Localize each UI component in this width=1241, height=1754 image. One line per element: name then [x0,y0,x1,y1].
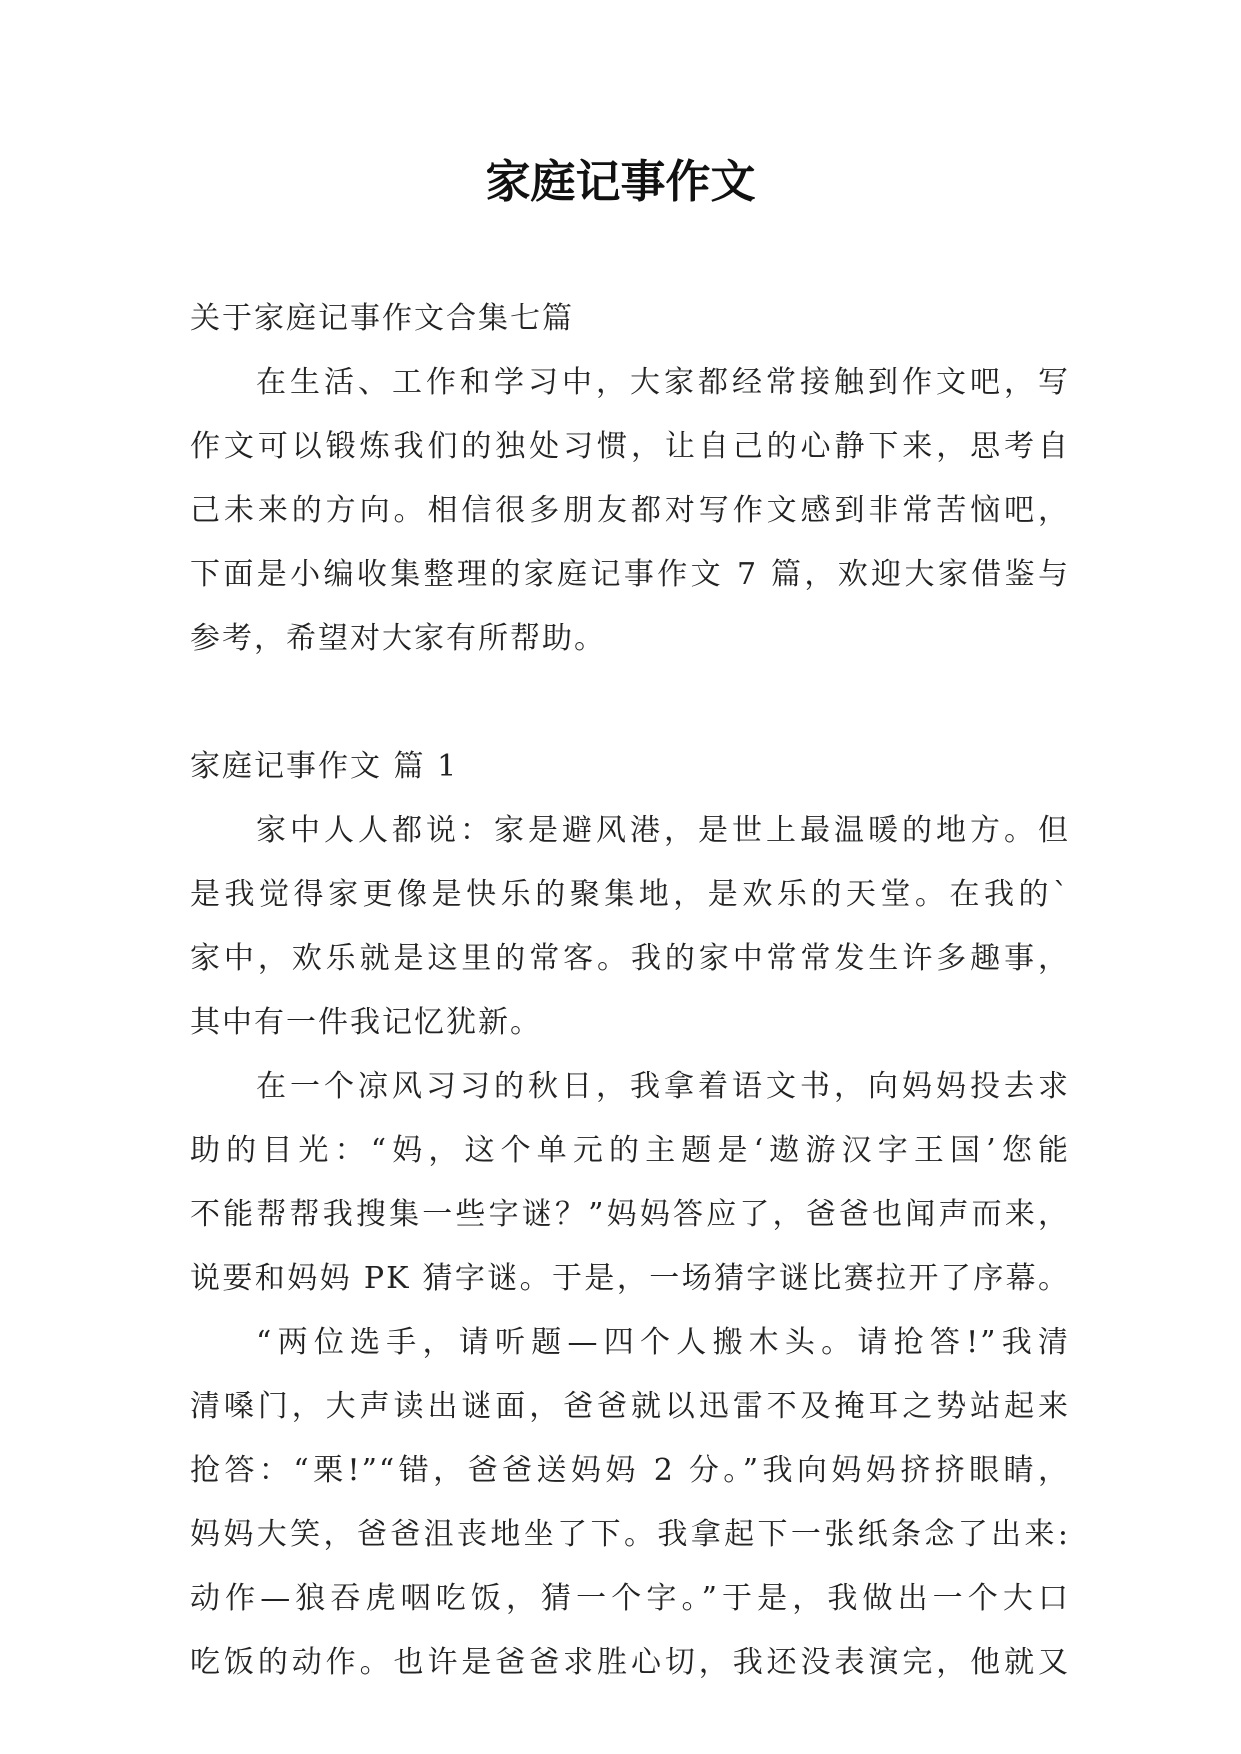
paragraph-line: 在一个凉风习习的秋日，我拿着语文书，向妈妈投去求 [256,1069,1070,1104]
document-body [190,287,1070,1695]
document-title: 家庭记事作文 [485,155,756,208]
paragraph-line: 参考，希望对大家有所帮助。 [190,621,606,656]
paragraph-line: 是我觉得家更像是快乐的聚集地，是欢乐的天堂。在我的` [190,877,1070,912]
paragraph-line: 其中有一件我记忆犹新。 [190,1005,542,1040]
body-paragraph-2 [190,1055,1070,1311]
paragraph-line: 己未来的方向。相信很多朋友都对写作文感到非常苦恼吧， [190,493,1070,528]
paragraph-line: 说要和妈妈 PK 猜字谜。于是，一场猜字谜比赛拉开了序幕。 [190,1261,1070,1296]
intro-heading: 关于家庭记事作文合集七篇 [190,301,574,336]
body-paragraph-1 [190,799,1070,1055]
section-heading: 家庭记事作文 篇 1 [190,749,459,784]
paragraph-line: 动作—狼吞虎咽吃饭，猜一个字。”于是，我做出一个大口 [190,1581,1070,1616]
body-paragraph-3 [190,1311,1070,1695]
paragraph-line: 吃饭的动作。也许是爸爸求胜心切，我还没表演完，他就又 [190,1645,1070,1680]
paragraph-line: 作文可以锻炼我们的独处习惯，让自己的心静下来，思考自 [190,429,1070,464]
paragraph-line: 下面是小编收集整理的家庭记事作文 7 篇，欢迎大家借鉴与 [190,557,1070,592]
paragraph-line: 助的目光：“妈，这个单元的主题是‘遨游汉字王国’您能 [190,1133,1070,1168]
paragraph-line: 家中人人都说：家是避风港，是世上最温暖的地方。但 [256,813,1070,848]
paragraph-line: 家中，欢乐就是这里的常客。我的家中常常发生许多趣事， [190,941,1070,976]
paragraph-line: 抢答：“栗!”“错，爸爸送妈妈 2 分。”我向妈妈挤挤眼睛， [190,1453,1070,1488]
intro-paragraph [190,351,1070,671]
paragraph-line: 清嗓门，大声读出谜面，爸爸就以迅雷不及掩耳之势站起来 [190,1389,1070,1424]
paragraph-line: “两位选手，请听题—四个人搬木头。请抢答!”我清 [256,1325,1070,1360]
paragraph-line: 不能帮帮我搜集一些字谜？”妈妈答应了，爸爸也闻声而来， [190,1197,1070,1232]
paragraph-line: 在生活、工作和学习中，大家都经常接触到作文吧，写 [256,365,1070,400]
section-spacer [190,671,1070,735]
paragraph-line: 妈妈大笑，爸爸沮丧地坐了下。我拿起下一张纸条念了出来: [190,1517,1070,1552]
